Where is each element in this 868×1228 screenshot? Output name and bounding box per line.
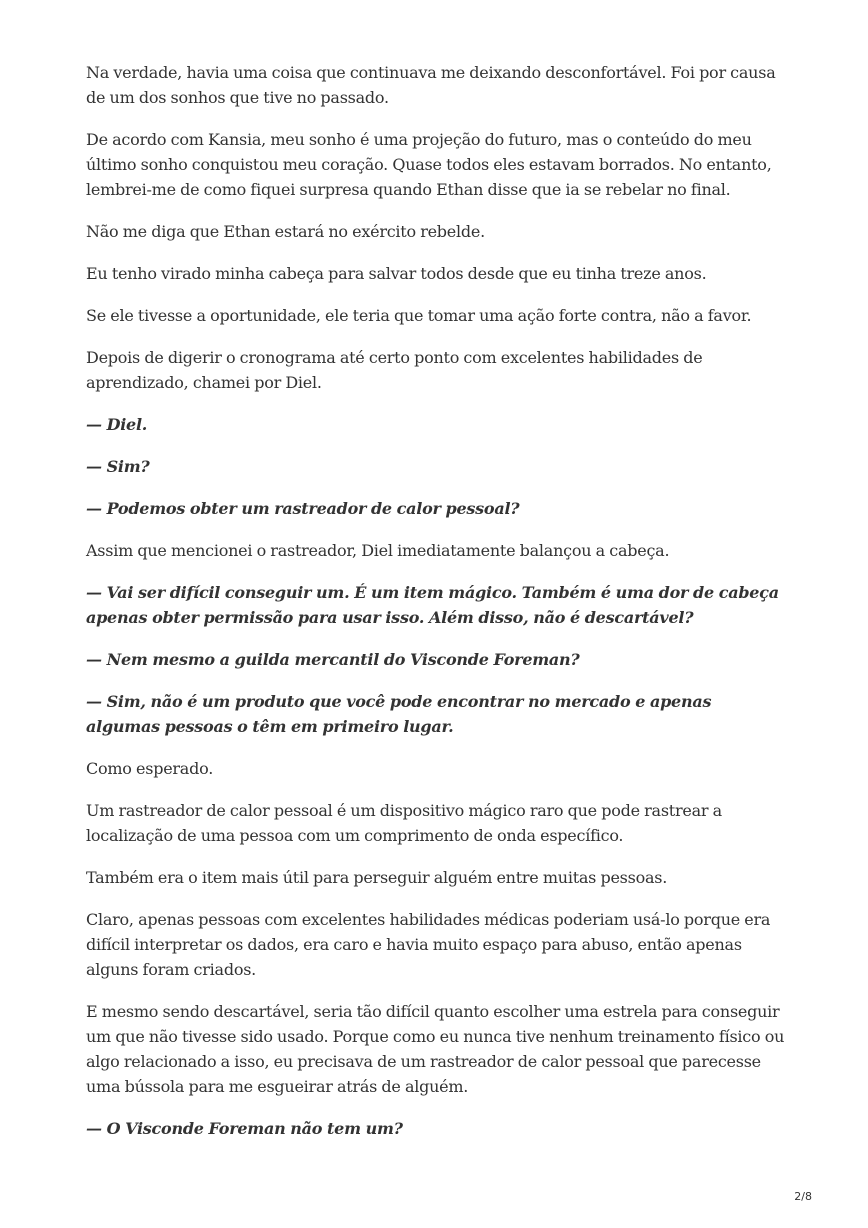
dialogue-line: — Podemos obter um rastreador de calor pessoal? bbox=[86, 499, 520, 518]
dialogue-line: — Sim? bbox=[86, 457, 150, 476]
page-number: 2/8 bbox=[794, 1190, 812, 1203]
dialogue-line: — Vai ser difícil conseguir um. É um item mágico. Também é uma dor de cabeça apenas obter permissão para usar isso. Além disso, não é descartável? bbox=[86, 583, 779, 627]
paragraph: Também era o item mais útil para perseguir alguém entre muitas pessoas. bbox=[86, 868, 668, 887]
paragraph: Depois de digerir o cronograma até certo ponto com excelentes habilidades de aprendizado, chamei por Diel. bbox=[86, 348, 703, 392]
paragraph: E mesmo sendo descartável, seria tão difícil quanto escolher uma estrela para conseguir um que não tivesse sido usado. Porque como eu nunca tive nenhum treinamento físico ou algo relacionado a isso, eu precisava de um rastreador de calor pessoal que parecesse uma bússola para me esgueirar atrás de alguém. bbox=[86, 1002, 785, 1096]
paragraph: Eu tenho virado minha cabeça para salvar todos desde que eu tinha treze anos. bbox=[86, 264, 707, 283]
paragraph: Assim que mencionei o rastreador, Diel imediatamente balançou a cabeça. bbox=[86, 541, 670, 560]
document-body bbox=[86, 60, 786, 1158]
paragraph: Como esperado. bbox=[86, 759, 214, 778]
dialogue-line: — Diel. bbox=[86, 415, 148, 434]
paragraph: Se ele tivesse a oportunidade, ele teria que tomar uma ação forte contra, não a favor. bbox=[86, 306, 752, 325]
dialogue-line: — O Visconde Foreman não tem um? bbox=[86, 1119, 403, 1138]
dialogue-line: — Sim, não é um produto que você pode encontrar no mercado e apenas algumas pessoas o têm em primeiro lugar. bbox=[86, 692, 712, 736]
paragraph: De acordo com Kansia, meu sonho é uma projeção do futuro, mas o conteúdo do meu último sonho conquistou meu coração. Quase todos eles estavam borrados. No entanto, lembrei-me de como fiquei surpresa quando Ethan disse que ia se rebelar no final. bbox=[86, 130, 772, 199]
paragraph: Não me diga que Ethan estará no exército rebelde. bbox=[86, 222, 485, 241]
paragraph: Um rastreador de calor pessoal é um dispositivo mágico raro que pode rastrear a localização de uma pessoa com um comprimento de onda específico. bbox=[86, 801, 722, 845]
paragraph: Na verdade, havia uma coisa que continuava me deixando desconfortável. Foi por causa de um dos sonhos que tive no passado. bbox=[86, 63, 776, 107]
paragraph: Claro, apenas pessoas com excelentes habilidades médicas poderiam usá-lo porque era difícil interpretar os dados, era caro e havia muito espaço para abuso, então apenas alguns foram criados. bbox=[86, 910, 771, 979]
dialogue-line: — Nem mesmo a guilda mercantil do Visconde Foreman? bbox=[86, 650, 580, 669]
